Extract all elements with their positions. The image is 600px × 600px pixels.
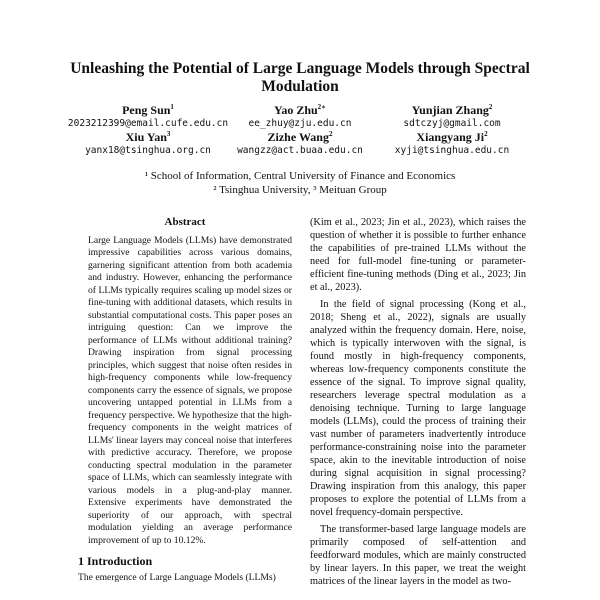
paragraph: (Kim et al., 2023; Jin et al., 2023), which raises the question of whether it is possible to further enhance the capabilities of pre-trained LLMs without the need for full-model fine-tuning or parameter-efficient fine-tuning methods (Ding et al., 2023; Jin et al., 2023). [310,217,526,293]
author-sup: 1 [170,103,174,111]
intro-start: The emergence of Large Language Models (LLMs) [78,571,276,583]
author-email: ee_zhuy@zju.edu.cn [248,118,352,129]
intro-heading: 1 Introduction [78,554,153,568]
abstract-body [78,235,292,548]
affiliation-line-2: ² Tsinghua University, ³ Meituan Group [213,184,387,196]
author-name: Xiangyang Ji [416,130,485,144]
author-sup: 2 [484,130,488,138]
author-email: yanx18@tsinghua.org.cn [85,145,211,156]
right-column [310,216,526,592]
author-email: sdtczyj@gmail.com [403,118,501,129]
author-3 [352,100,552,130]
abstract-heading: Abstract [164,216,206,228]
author-email: xyji@tsinghua.edu.cn [394,145,510,156]
paper-title: Unleashing the Potential of Large Language Models through Spectral Modulation [70,60,530,95]
author-email: wangzz@act.buaa.edu.cn [237,145,363,156]
author-sup: 2∗ [317,103,327,111]
paragraph: In the field of signal processing (Kong et al., 2018; Sheng et al., 2022), signals are usually analyzed within the frequency domain. Here, noise, which is typically interwoven with the signal, is found mostly in high-frequency components, whereas low-frequency components constitute the essence of the signal. To improve signal quality, researchers leverage spectral modulation as a denoising technique. Turning to large language models (LLMs), could the process of training their vast number of parameters inadvertently introduce performance-constraining noise into the parameter space, akin to the inevitable introduction of noise during signal acquisition in signal processing? Drawing inspiration from this analogy, this paper proposes to explore the potential of LLMs from a novel frequency-domain perspective. [310,299,526,518]
author-sup: 2 [328,130,333,138]
abstract-text: Large Language Models (LLMs) have demonstrated impressive capabilities across various domains, garnering significant attention from both academia and industry. However, enhancing the performance of LLMs typically requires scaling up model sizes or fine-tuning with additional datasets, which results in substantial computational costs. This paper poses an intriguing question: Can we improve the performance of LLMs without additional training? Drawing inspiration from signal processing principles, which suggest that noise often resides in high-frequency components while low-frequency components carry the essence of signals, we propose uncovering untapped potential in LLMs from a frequency perspective. We hypothesize that the high-frequency components in the weight matrices of LLMs' linear layers may conceal noise that interferes with predictive accuracy. Therefore, we propose conducting spectral modulation in the parameter space of LLMs, which can seamlessly integrate with various models in a plug-and-play manner. Extensive experiments have demonstrated the superiority of our approach, with spectral modulation yielding an average performance improvement of up to 10.12%. [88,234,292,546]
left-column [78,216,292,584]
author-6 [352,127,552,157]
author-sup: 3 [166,130,171,138]
author-sup: 2 [488,103,493,111]
author-name: Zizhe Wang [267,130,329,144]
author-name: Yao Zhu [273,103,318,117]
author-name: Peng Sun [122,103,171,117]
author-name: Yunjian Zhang [411,103,489,117]
affiliation-line-1: ¹ School of Information, Central University of Finance and Economics [144,170,456,182]
author-name: Xiu Yan [125,130,167,144]
author-email: 2023212399@email.cufe.edu.cn [67,118,229,129]
paragraph: The transformer-based large language models are primarily composed of self-attention and feedforward modules, which are mainly constructed by linear layers. In this paper, we treat the weight matrices of the linear layers in the model as two- [310,524,526,587]
